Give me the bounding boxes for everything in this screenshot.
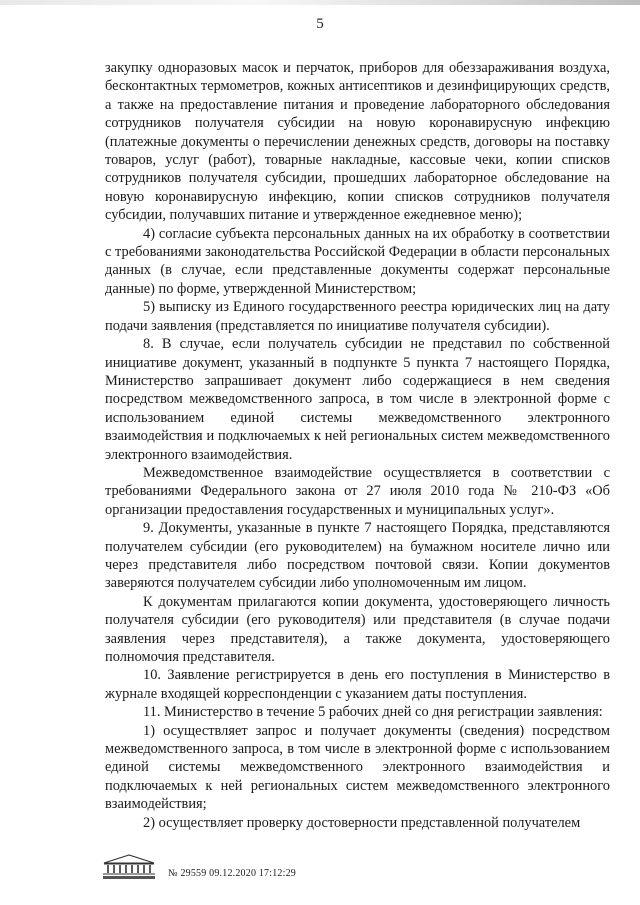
scan-top-edge xyxy=(0,0,640,5)
page-number: 5 xyxy=(316,16,324,32)
paragraph-5: Межведомственное взаимодействие осуществляется в соответствии с требованиями Федерального закона от 27 июля 2010 года № 210-ФЗ «Об организации предоставления государственных и муниципальных услуг». xyxy=(105,464,610,518)
paragraph-2: 4) согласие субъекта персональных данных на их обработку в соответствии с требованиями законодательства Российской Федерации в области персональных данных (в случае, если представленные документы содержат персональные данные) по форме, утвержденной Министерством; xyxy=(105,225,610,297)
registry-stamp-icon xyxy=(100,852,158,880)
paragraph-1: закупку одноразовых масок и перчаток, приборов для обеззараживания воздуха, бесконтактных термометров, кожных антисептиков и дезинфицирующих средств, а также на предоставление питания и проведение лабораторного обследования сотрудников получателя субсидии на новую коронавирусную инфекцию (платежные документы о перечислении денежных средств, договоры на поставку товаров, услуг (работ), товарные накладные, кассовые чеки, копии списков сотрудников получателя субсидии, прошедших лабораторное обследование на новую коронавирусную инфекцию, копии списков сотрудников получателя субсидии, получавших питание и утвержденное ежедневное меню); xyxy=(105,60,610,224)
paragraph-9: 11. Министерство в течение 5 рабочих дней со дня регистрации заявления: xyxy=(143,704,603,721)
paragraph-7: К документам прилагаются копии документа, удостоверяющего личность получателя субсидии (его руководителя) или представителя (в случае подачи заявления через представителя), а также документа, удостоверяющего полномочия представителя. xyxy=(105,593,610,665)
paragraph-4: 8. В случае, если получатель субсидии не представил по собственной инициативе документ, указанный в подпункте 5 пункта 7 настоящего Порядка, Министерство запрашивает документ либо содержащиеся в нем сведения посредством межведомственного запроса, в том числе в электронной форме с использованием единой системы межведомственного электронного взаимодействия и подключаемых к ней региональных систем межведомственного электронного взаимодействия. xyxy=(105,336,610,463)
document-registration-id: № 29559 09.12.2020 17:12:29 xyxy=(168,868,296,879)
paragraph-6: 9. Документы, указанные в пункте 7 настоящего Порядка, представляются получателем субсидии (его руководителем) на бумажном носителе лично или через представителя либо посредством почтовой связи. Копии документов заверяются получателем субсидии либо уполномоченным им лицом. xyxy=(105,520,610,592)
paragraph-8: 10. Заявление регистрируется в день его поступления в Министерство в журнале входящей корреспонденции с указанием даты поступления. xyxy=(105,667,610,702)
document-body xyxy=(105,59,610,832)
paragraph-3: 5) выписку из Единого государственного реестра юридических лиц на дату подачи заявления (представляется по инициативе получателя субсидии). xyxy=(105,299,610,334)
page-footer xyxy=(100,852,620,888)
paragraph-10: 1) осуществляет запрос и получает документы (сведения) посредством межведомственного запроса, в том числе в электронной форме с использованием единой системы межведомственного электронного взаимодействия и подключаемых к ней региональных систем межведомственного электронного взаимодействия; xyxy=(105,722,610,813)
paragraph-11: 2) осуществляет проверку достоверности представленной получателем xyxy=(143,814,581,831)
